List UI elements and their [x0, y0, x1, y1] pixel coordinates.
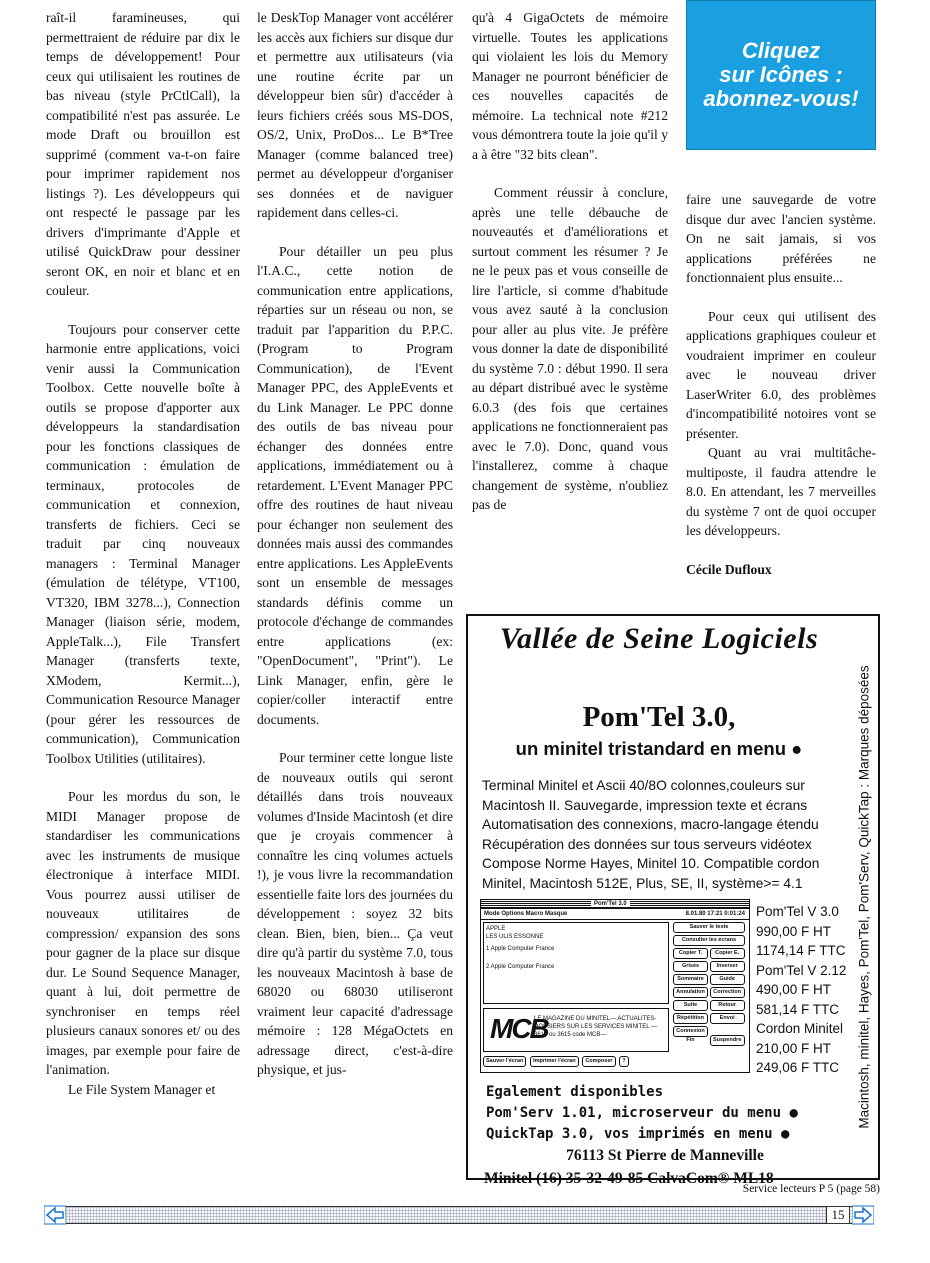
menu-items: Mode Options Macro Masque [484, 911, 568, 917]
also-item-text: Pom'Serv 1.01, microserveur du menu [486, 1105, 782, 1121]
apple-icon: ● [781, 1126, 790, 1142]
article-column-4 [686, 0, 876, 579]
save-text-button[interactable]: Sauver le texte [673, 922, 745, 933]
print-screen-button[interactable]: Imprimer l'écran [530, 1056, 579, 1067]
ad-description-line: Compose Norme Hayes, Minitel 10. Compatible cordon [482, 856, 820, 871]
reader-service-note: Service lecteurs P 5 (page 58) [742, 1183, 880, 1195]
price-list [756, 902, 854, 1078]
price-line: Cordon Minitel [756, 1021, 844, 1036]
paragraph: Pour détailler un peu plus l'I.A.C., cette notion de communication entre applications, réparties sur un réseau ou non, se traduit par l'apparition du P.P.C. (Program to Program Communication), de l'Event Manager PPC, des AppleEvents et du Link Manager. Le PPC donne des outils de bas niveau pour échanger des données entre applications, immédiatement ou à retardement. L'Event Manager PPC offre des routines de haut niveau pour échanger non seulement des données mais aussi des commandes entre applications. Les AppleEvents sont un ensemble de messages standards définis comme un protocole d'échange de commandes entre applications (ex: "OpenDocument", "Print"). Le Link Manager, enfin, gère le copier/coller interactif entre documents. [257, 243, 453, 727]
summary-button[interactable]: Sommaire [673, 974, 708, 985]
promo-line: abonnez-vous! [703, 86, 859, 111]
price-line: Pom'Tel V 3.0 [756, 904, 839, 919]
promo-line: sur Icônes : [719, 62, 843, 87]
software-screenshot [480, 899, 750, 1073]
also-available [486, 1082, 846, 1145]
apple-icon: ● [789, 1105, 798, 1121]
logo-text: LE MAGAZINE DU MINITEL— ACTUALITES-DOSSIERS SUR LES SERVICES MINITEL —3614 ou 3615 code MCB— [534, 1016, 658, 1038]
author-signature: Cécile Dufloux [686, 561, 772, 577]
ad-tagline [468, 738, 850, 760]
price-line: 990,00 F HT [756, 923, 832, 939]
ad-description [482, 776, 846, 893]
save-screen-button[interactable]: Sauver l'écran [483, 1056, 526, 1067]
view-screens-button[interactable]: Consulter les écrans [673, 935, 745, 946]
ad-description-line: Récupération des données sur tous serveurs vidéotex [482, 836, 812, 852]
price-line: 490,00 F HT [756, 982, 832, 997]
window-title: Pom'Tel 3.0 [591, 901, 630, 907]
ad-description-line: Terminal Minitel et Ascii 40/8O colonnes,couleurs sur [482, 778, 805, 793]
ad-product-name: Pom'Tel 3.0, [582, 701, 736, 733]
cancel-button[interactable]: Annulation [673, 987, 708, 998]
help-button[interactable]: ? [619, 1056, 628, 1067]
logo-mark: MCB [490, 1013, 548, 1044]
service-list [483, 922, 669, 1004]
promo-line: Cliquez [741, 38, 821, 63]
paragraph: Quant au vrai multitâche-multiposte, il faudra attendre le 8.0. En attendant, les 7 merveilles du système 7 ont de quoi occuper les développeurs. [686, 445, 876, 538]
ad-tagline-text: un minitel tristandard en menu [515, 738, 786, 759]
paragraph: raît-il faramineuses, qui permettraient de réduire par dix le temps de développement! Pour ceux qui utilisaient les routines de bas niveau (style PrCtlCall), la compatibilité n'est pas assurée. Le mode Draft ou brouillon est supprimé (comment va-t-on faire pour imprimer rapidement nos listings ?). Les développeurs qui ont respecté le passage par les drivers d'imprimante d'Apple et utilisé QuickDraw pour dessiner seront OK, en noir et blanc et en couleur. [46, 10, 240, 298]
paragraph: Le File System Manager et [68, 1081, 216, 1097]
also-item [486, 1103, 846, 1124]
list-item: APPLE [486, 926, 506, 932]
bottom-toolbar [483, 1056, 745, 1069]
address-city: 76113 St Pierre de Manneville [566, 1147, 764, 1164]
subscribe-promo-box[interactable] [686, 0, 876, 150]
status-readout: 8.01.80 17:21 0:01:24 [685, 911, 745, 917]
also-heading: Egalement disponibles [486, 1084, 664, 1100]
price-line: 581,14 F TTC [756, 1001, 840, 1017]
list-item: 2 Apple Computer France [486, 964, 555, 970]
copy-screen-button[interactable]: Copier E. [710, 948, 745, 959]
guide-button[interactable]: Guide [710, 974, 745, 985]
trademarks-text: Macintosh, minitel, Hayes, Pom'Tel, Pom'Serv, QuickTap : Marques déposées [856, 665, 872, 1129]
paragraph: le DeskTop Manager vont accélérer les accès aux fichiers sur disque dur et permettre aux utilisateurs (via une routine écrite par un développeur bien sûr) d'accéder à leurs fichiers créés sous MS-DOS, OS/2, Unix, ProDos... Le B*Tree Manager (comme balanced tree) permet au développeur d'organiser ses données et de naviguer rapidement dans celles-ci. [257, 10, 453, 220]
paragraph: Pour ceux qui utilisent des applications graphiques couleur et voudraient imprimer en couleur avec le nouveau driver LaserWriter 6.0, des problèmes d'incompatibilité notoires vont se présenter. [686, 308, 876, 441]
paragraph: Toujours pour conserver cette harmonie entre applications, voici venir aussi la Communication Toolbox. Cette nouvelle boîte à outils se propose d'apporter aux développeurs la standardisation pour les fonctions classiques de communication : émulation de terminaux, protocoles de communication et connexion, transferts de fichiers. Ceci se traduit par cinq nouveaux managers : Terminal Manager (émulation de télétype, VT100, VT320, IBM 3278...), Connection Manager (liaison série, modem, AppleTalk...), File Transfert Manager (transferts texte, XModem, Kermit...), Communication Resource Manager (pour gérer les ressources de communication), Communication Toolbox Utilities (utilitaires). [46, 321, 240, 766]
menu-bar [481, 909, 749, 920]
list-item: LES ULIS ESSONNE [486, 934, 544, 940]
suspend-button[interactable]: Suspendre [710, 1035, 745, 1046]
compose-button[interactable]: Composer [582, 1056, 615, 1067]
ad-company-name: Vallée de Seine Logiciels [499, 622, 819, 655]
connection-end-button[interactable]: Connexion Fin [673, 1026, 708, 1037]
article-column-2 [257, 8, 453, 1080]
price-line: 1174,14 F TTC [756, 943, 846, 958]
paragraph: Pour les mordus du son, le MIDI Manager propose de standardiser les communications avec les instruments de musique électronique à interface MIDI. Vous pourrez aussi utiliser de nouveaux utilitaires de compression/ expansion des sons pour gagner de la place sur disque dur. Le Sound Sequence Manager, quant à lui, doit permettre de synchroniser en temps réel plusieurs canaux sonores et/ ou des images, par exemple pour faire de l'animation. [46, 789, 240, 1077]
arrow-right-icon[interactable] [852, 1204, 874, 1226]
send-button[interactable]: Envoi [710, 1013, 745, 1024]
article-column-3 [472, 8, 668, 515]
price-line: 249,06 F TTC [756, 1060, 840, 1075]
magazine-logo [483, 1008, 669, 1052]
next-button[interactable]: Suite [673, 1000, 708, 1011]
also-item-text: QuickTap 3.0, vos imprimés en menu [486, 1126, 773, 1142]
repeat-button[interactable]: Répétition [673, 1013, 708, 1024]
address-contact: Minitel (16) 35-32-49-85 CalvaCom® ML18 [484, 1170, 774, 1187]
price-line: 210,00 F HT [756, 1040, 832, 1056]
arrow-left-icon[interactable] [44, 1204, 66, 1226]
ad-description-line: Macintosh II. Sauvegarde, impression texte et écrans [482, 797, 808, 813]
price-line: Pom'Tel V 2.12 [756, 962, 847, 978]
grey-button[interactable]: Grisés [673, 961, 708, 972]
page-number: 15 [826, 1206, 850, 1224]
ad-description-line: Minitel, Macintosh 512E, Plus, SE, II, système>= 4.1 [482, 875, 803, 891]
window-titlebar [481, 900, 749, 909]
correction-button[interactable]: Correction [710, 987, 745, 998]
page-footer-bar [44, 1206, 874, 1224]
list-item: 1 Apple Computer France [486, 946, 555, 952]
paragraph: Comment réussir à conclure, après une telle débauche de nouveautés et d'améliorations et surtout comment les résumer ? Je ne le peux pas et vous conseille de lire l'article, si comme d'habitude vous avez sauté à la conclusion pour aller au plus vite. Je préfère vous donner la date de disponibilité du système 7.0 : début 1990. Il sera au départ distribué avec le système 6.0.3 (des fois que certaines applications ne fonctionneraient pas avec le 7.0). Donc, quand vous l'installerez, comme à chaque changement de système, n'oubliez pas de [472, 185, 668, 512]
ad-description-line: Automatisation des connexions, macro-langage étendu [482, 817, 819, 832]
paragraph: faire une sauvegarde de votre disque dur avec l'ancien système. On ne sait jamais, si vos applications préférées ne fonctionnaient plus ensuite... [686, 192, 876, 285]
button-panel [673, 922, 745, 1048]
apple-icon: ● [791, 738, 803, 759]
article-column-1 [46, 8, 240, 1099]
paragraph: Pour terminer cette longue liste de nouveaux outils qui seront détaillés dans trois nouveaux volumes d'Inside Macintosh (et dire que je croyais commencer à connaître les cinq volumes actuels !), je vous livre la recommandation essentielle faite lors des journées du développement : soyez 32 bits clean. Bien, bien, bien... Ça veut dire qu'à partir du système 7.0, tous les nouveaux Macintosh à base de 68020 ou 68030 utiliseront vraiment leur capacité d'adressage mémoire : 128 MégaOctets en adressage direct, c'est-à-dire physique, et jus- [257, 750, 453, 1077]
also-item [486, 1124, 846, 1145]
back-button[interactable]: Retour [710, 1000, 745, 1011]
trademarks-notice [850, 616, 878, 1178]
advertisement [466, 614, 880, 1187]
invert-button[interactable]: Inverser [710, 961, 745, 972]
copy-text-button[interactable]: Copier T. [673, 948, 708, 959]
paragraph: qu'à 4 GigaOctets de mémoire virtuelle. Toutes les applications qui violaient les lois du Memory Manager ne pourront bénéficier de ces nouvelles capacités de mémoire. La technical note #212 vous démontrera toute la joie qu'il y a à être "32 bits clean". [472, 10, 668, 162]
